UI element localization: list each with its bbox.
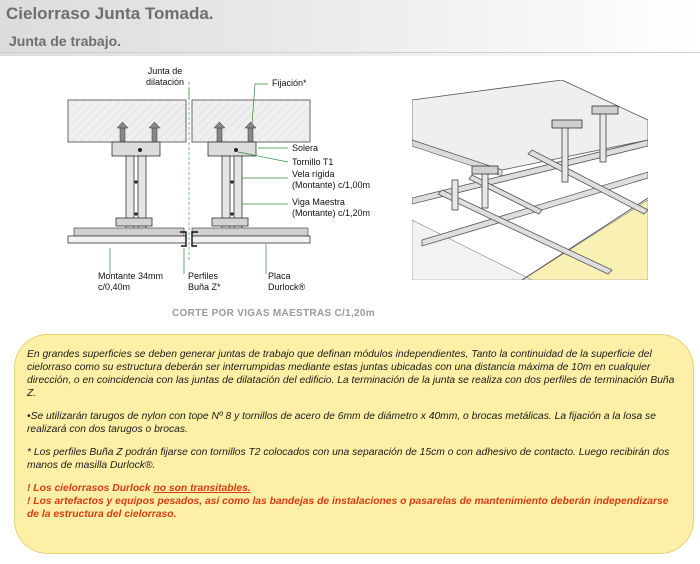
label-fijacion: Fijación* xyxy=(272,78,307,88)
notes-panel xyxy=(14,334,694,554)
page-subtitle: Junta de trabajo. xyxy=(9,33,122,49)
viga-left xyxy=(116,218,152,226)
label-solera: Solera xyxy=(292,143,319,153)
warning-heavy-equipment: ! Los artefactos y equipos pesados, así como las bandejas de instalaciones o pasarelas de mantenimiento deberán independizarse de la estructura del cielorraso. xyxy=(27,496,669,520)
label-viga-maestra: Viga Maestra (Montante) c/1,20m xyxy=(292,197,371,218)
label-tornillo: Tornillo T1 xyxy=(292,157,334,167)
solera-left xyxy=(112,142,160,156)
label-placa: Placa Durlock® xyxy=(268,271,306,292)
viga-right xyxy=(212,218,248,226)
note-paragraph-1: En grandes superficies se deben generar juntas de trabajo que definan módulos independientes, Tanto la continuidad de la superficie del cielorraso como su estructura deberán ser interrumpidas mediante estas juntas ubicadas con una distancia máxima de 10m en cualquier dirección, o en coincidencia con las juntas de dilatación del edificio. La terminación de la junta se realiza con dos perfiles de terminación Buña Z. xyxy=(27,349,675,399)
note-paragraph-3: * Los perfiles Buña Z podrán fijarse con tornillos T2 colocados con una separación de 15cm o con adhesivo de contacto. Luego recibirán dos manos de masilla Durlock®. xyxy=(27,447,670,471)
page-title: Cielorraso Junta Tomada. xyxy=(6,4,214,23)
label-vela-rigida: Vela rígida (Montante) c/1,00m xyxy=(292,169,371,190)
label-montante: Montante 34mm c/0,40m xyxy=(98,271,164,292)
warning-not-walkable: ! Los cielorrasos Durlock no son transitables. xyxy=(27,483,251,494)
header-divider xyxy=(0,52,700,53)
isometric-drawing xyxy=(412,80,648,280)
placa-right xyxy=(192,236,310,243)
section-caption: CORTE POR VIGAS MAESTRAS C/1,20m xyxy=(172,308,375,319)
label-junta-dilatacion: Junta de dilatación xyxy=(146,66,185,87)
placa-left xyxy=(68,236,186,243)
label-perfiles: Perfiles Buña Z* xyxy=(188,271,221,292)
note-paragraph-2: •Se utilizarán tarugos de nylon con tope Nº 8 y tornillos de acero de 6mm de diámetro x 40mm, o brocas metálicas. La fijación a la losa se realizará con dos tarugos o brocas. xyxy=(27,411,656,435)
